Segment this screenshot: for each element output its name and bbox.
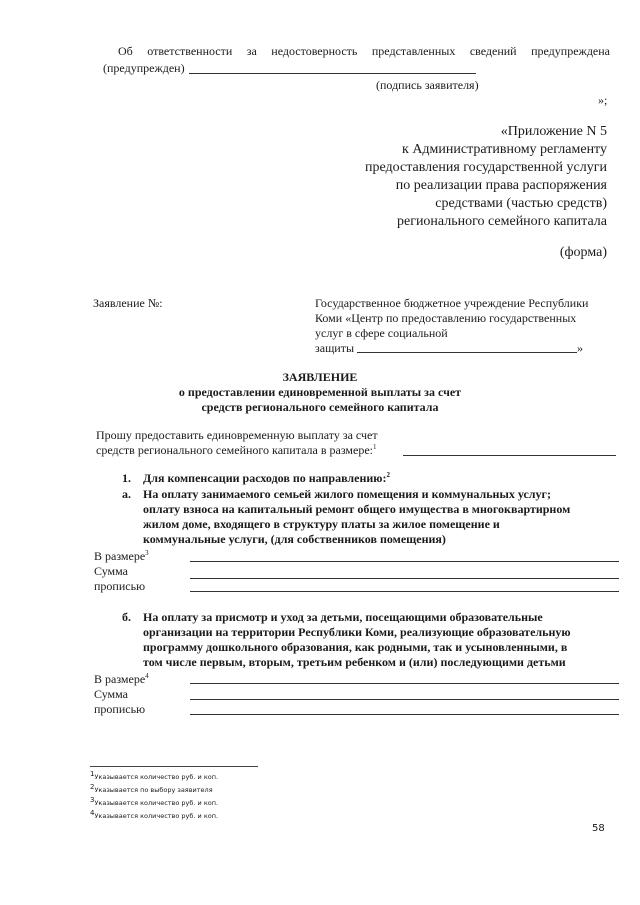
closing-quote-mark: »; (598, 93, 608, 107)
item-b-line-3: программу дошкольного образования, как родными, так и усыновленными, в (143, 640, 568, 654)
request-amount-line[interactable] (403, 455, 616, 456)
item-b-sum-line-2[interactable] (190, 714, 619, 715)
appendix-line-6: регионального семейного капитала (396, 214, 607, 229)
footnote-3-number: 3 (90, 795, 95, 804)
item-b-amount-footnote-ref: 4 (145, 672, 149, 680)
application-number-label: Заявление №: (93, 296, 163, 310)
item-b-line-2: организации на территории Республики Коми, реализующие образовательную (143, 625, 571, 639)
item-b-amount-line[interactable] (190, 683, 619, 684)
request-footnote-ref: 1 (373, 443, 377, 451)
appendix-line-4: по реализации права распоряжения (395, 178, 607, 193)
signature-caption: (подпись заявителя) (376, 78, 479, 92)
item-a-line-2: оплату взноса на капитальный ремонт общего имущества в многоквартирном (143, 502, 571, 516)
item-a-line-1: На оплату занимаемого семьей жилого помещения и коммунальных услуг; (143, 487, 551, 501)
item-b-line-1: На оплату за присмотр и уход за детьми, посещающими образовательные (143, 610, 543, 624)
footnote-1-text: Указывается количество руб. и коп. (94, 773, 219, 781)
item-a-line-4: коммунальные услуги, (для собственников помещения) (143, 532, 446, 546)
item-b-sum-label-1: Сумма (94, 687, 128, 701)
section-1-footnote-ref: 2 (386, 471, 390, 479)
footnote-3-text: Указывается количество руб. и коп. (94, 799, 219, 807)
item-a-amount-line[interactable] (190, 561, 619, 562)
appendix-line-1: «Приложение N 5 (500, 124, 607, 139)
footnote-separator (90, 766, 258, 767)
addressee-fill-line[interactable] (357, 352, 577, 353)
addressee-line-3: услуг в сфере социальной (315, 326, 448, 340)
footnote-1 (90, 771, 218, 784)
item-a-amount-label: В размере (94, 549, 146, 563)
item-a-line-3: жилом доме, входящего в структуру платы за жилое помещение и (143, 517, 500, 531)
item-a-sum-line-2[interactable] (190, 591, 619, 592)
footnote-4-text: Указывается количество руб. и коп. (94, 812, 219, 820)
footnote-2 (90, 784, 213, 797)
addressee-closing-quote: » (577, 341, 583, 355)
footnote-2-text: Указывается по выбору заявителя (94, 786, 213, 794)
appendix-line-3: предоставления государственной услуги (365, 160, 607, 175)
section-1-heading: Для компенсации расходов по направлению: (143, 471, 387, 485)
item-a-sum-label-1: Сумма (94, 564, 128, 578)
addressee-line-1: Государственное бюджетное учреждение Республики (315, 296, 589, 310)
footnote-3 (90, 797, 218, 810)
document-subtitle-2: средств регионального семейного капитала (201, 400, 439, 414)
document-title: ЗАЯВЛЕНИЕ (282, 370, 358, 384)
item-b-line-4: том числе первым, вторым, третьим ребенком и (или) последующими детьми (143, 655, 566, 669)
footnote-4-number: 4 (90, 808, 95, 817)
appendix-line-5: средствами (частью средств) (435, 196, 607, 211)
page-number: 58 (592, 823, 605, 834)
liability-statement-line2: (предупрежден) (103, 61, 185, 75)
request-line-1: Прошу предоставить единовременную выплату за счет (96, 428, 378, 442)
section-1-number: 1. (122, 471, 131, 485)
item-a-amount-footnote-ref: 3 (145, 549, 149, 557)
item-b-sum-line-1[interactable] (190, 699, 619, 700)
liability-statement-line1: Об ответственности за недостоверность представленных сведений предупреждена (118, 44, 610, 58)
form-label: (форма) (559, 245, 607, 260)
addressee-line-2: Коми «Центр по предоставлению государственных (315, 311, 577, 325)
addressee-line-4: защиты (315, 341, 355, 355)
footnote-2-number: 2 (90, 782, 95, 791)
item-b-amount-label: В размере (94, 672, 146, 686)
item-a-sum-label-2: прописью (94, 579, 146, 593)
item-b-number: б. (122, 610, 131, 624)
footnote-1-number: 1 (90, 769, 95, 778)
document-subtitle-1: о предоставлении единовременной выплаты за счет (178, 385, 462, 399)
item-a-sum-line-1[interactable] (190, 578, 619, 579)
item-a-number: а. (122, 487, 131, 501)
appendix-line-2: к Административному регламенту (402, 142, 607, 157)
item-b-sum-label-2: прописью (94, 702, 146, 716)
request-line-2: средств регионального семейного капитала в размере: (96, 443, 373, 457)
signature-line[interactable] (189, 73, 476, 74)
footnote-4 (90, 810, 218, 823)
